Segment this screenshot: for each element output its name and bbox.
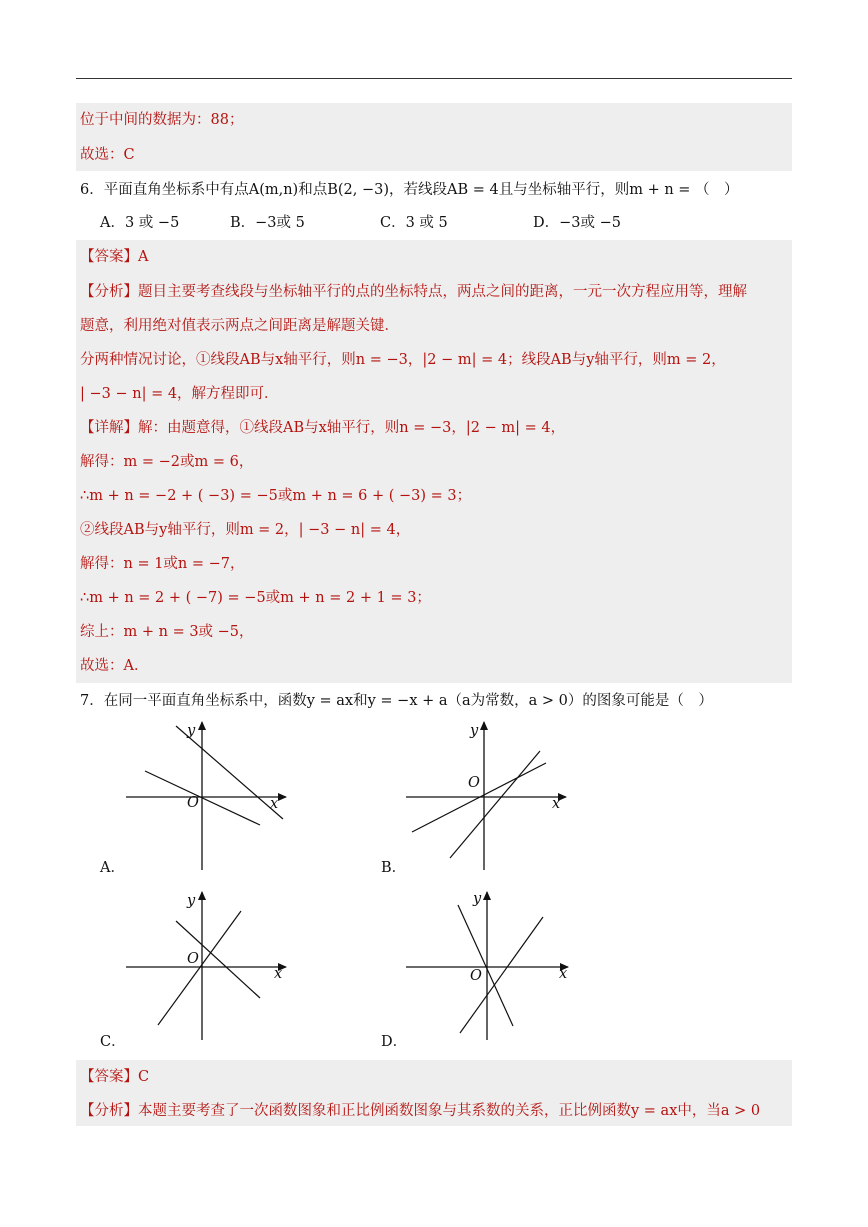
line-1 [158,911,241,1025]
graph-c-y-label: y [187,893,196,909]
q6-detail-3: ∴m + n = −2 + ( −3) = −5或m + n = 6 + ( −3) = 3； [80,488,472,504]
q7-analysis: 【分析】本题主要考查了一次函数图象和正比例函数图象与其系数的关系，正比例函数y = ax中，当a > 0 [80,1103,761,1119]
q6-option-d: D．−3或 −5 [533,215,621,231]
q6-detail-1: 【详解】解：由题意得，①线段AB与x轴平行，则n = −3，|2 − m| = 4， [80,420,566,436]
q6-detail-2: 解得：m = −2或m = 6， [80,454,254,470]
header-rule [76,78,792,79]
graph-c [120,888,300,1048]
graph-c-origin-label: O [187,951,199,967]
q6-detail-5: 解得：n = 1或n = −7， [80,556,245,572]
median-line: 位于中间的数据为：88； [80,112,244,128]
q6-detail-8: 故选：A． [80,658,149,674]
graph-b-origin-label: O [468,775,480,791]
graph-c-label: C． [100,1034,126,1050]
q7-answer: 【答案】C [80,1069,150,1085]
graph-b-label: B． [381,860,407,876]
q6-option-c: C．3 或 5 [380,215,448,231]
graph-b-y-label: y [470,723,479,739]
q6-analysis-1: 【分析】题目主要考查线段与坐标轴平行的点的坐标特点，两点之间的距离，一元一次方程应用等，理解 [80,284,747,300]
q6-stem: 6．平面直角坐标系中有点A(m,n)和点B(2, −3)，若线段AB = 4且与坐标轴平行，则m + n = （ ） [80,182,739,198]
graph-a-origin-label: O [187,795,199,811]
line-2 [458,905,513,1026]
graph-a-label: A． [100,860,125,876]
q6-analysis-2: 题意，利用绝对值表示两点之间距离是解题关键． [80,318,399,334]
q6-answer: 【答案】A [80,249,149,265]
graph-d-y-label: y [473,891,482,907]
q7-stem: 7．在同一平面直角坐标系中，函数y = ax和y = −x + a（a为常数，a > 0）的图象可能是（ ） [80,693,713,709]
line-2 [450,751,540,858]
q6-option-b: B．−3或 5 [230,215,305,231]
q6-analysis-4: | −3 − n| = 4，解方程即可． [80,386,279,402]
q6-analysis-3: 分两种情况讨论，①线段AB与x轴平行，则n = −3，|2 − m| = 4；线段AB与y轴平行，则m = 2， [80,352,726,368]
q6-detail-6: ∴m + n = 2 + ( −7) = −5或m + n = 2 + 1 = 3； [80,590,431,606]
graph-d-origin-label: O [470,968,482,984]
q6-detail-7: 综上：m + n = 3或 −5， [80,624,254,640]
graph-b-x-label: x [552,796,561,812]
q6-option-a: A．3 或 −5 [100,215,180,231]
graph-d [400,888,580,1048]
graph-a-x-label: x [270,796,279,812]
graph-c-x-label: x [274,966,283,982]
q6-detail-4: ②线段AB与y轴平行，则m = 2，| −3 − n| = 4， [80,522,411,538]
choice-line: 故选：C [80,147,135,163]
graph-a-y-label: y [187,723,196,739]
graph-d-x-label: x [559,966,568,982]
graph-d-label: D． [381,1034,408,1050]
